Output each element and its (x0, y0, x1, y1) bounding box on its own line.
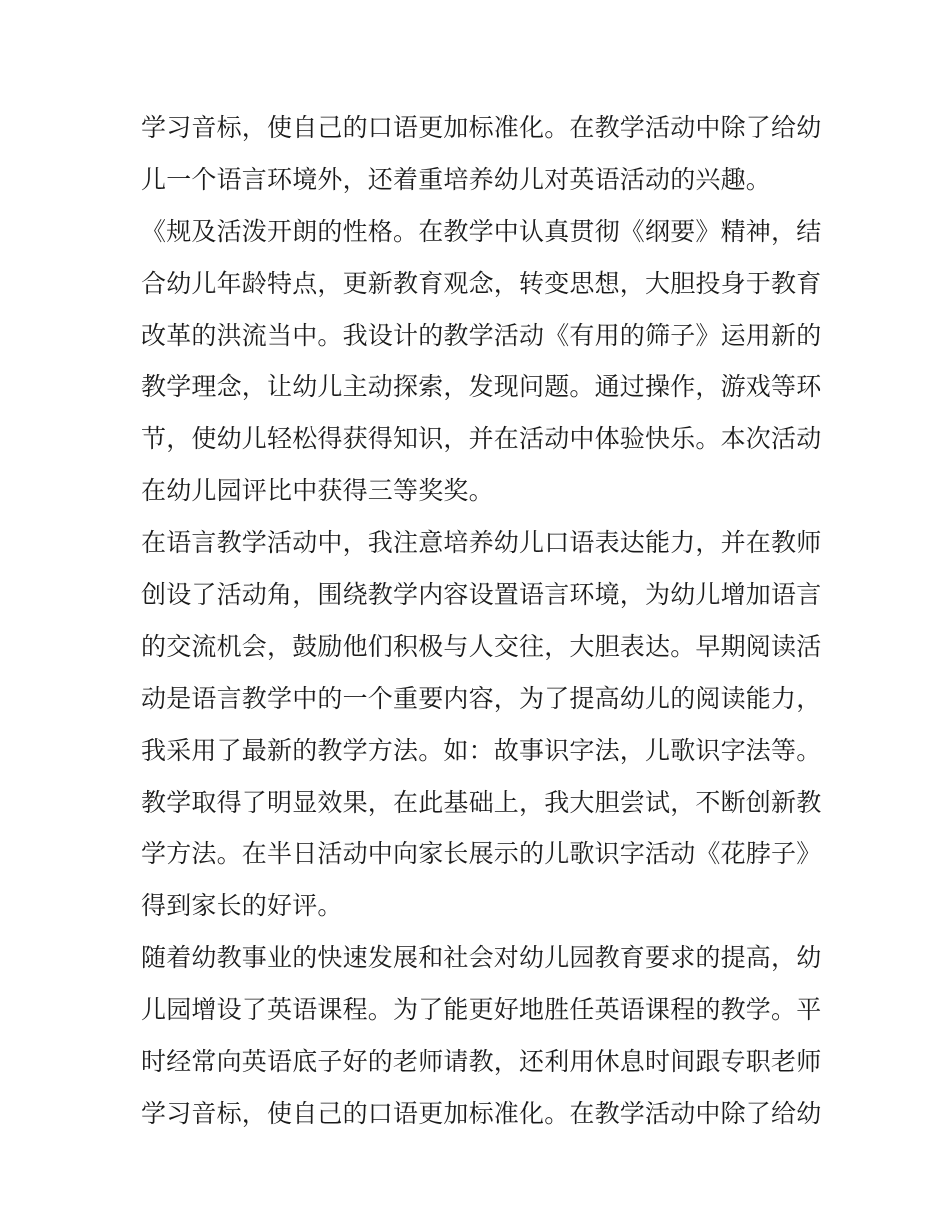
text-line: 在幼儿园评比中获得三等奖奖。 (141, 476, 494, 506)
text-line: 创设了活动角，围绕教学内容设置语言环境，为幼儿增加语言 (141, 580, 822, 610)
text-line: 时经常向英语底子好的老师请教，还利用休息时间跟专职老师 (141, 1047, 822, 1077)
text-line: 动是语言教学中的一个重要内容，为了提高幼儿的阅读能力， (141, 683, 822, 713)
text-line: 教学取得了明显效果，在此基础上，我大胆尝试，不断创新教 (141, 787, 822, 817)
text-line: 我采用了最新的教学方法。如：故事识字法，儿歌识字法等。 (141, 735, 822, 765)
text-line: 儿一个语言环境外，还着重培养幼儿对英语活动的兴趣。 (141, 164, 772, 194)
text-line: 学方法。在半日活动中向家长展示的儿歌识字活动《花脖子》 (141, 839, 822, 869)
text-line: 在语言教学活动中，我注意培养幼儿口语表达能力，并在教师 (141, 528, 822, 558)
document-body (141, 102, 821, 1140)
text-line: 得到家长的好评。 (141, 891, 343, 921)
text-line: 教学理念，让幼儿主动探索，发现问题。通过操作，游戏等环 (141, 372, 822, 402)
text-line: 的交流机会，鼓励他们积极与人交往，大胆表达。早期阅读活 (141, 631, 822, 661)
text-line: 随着幼教事业的快速发展和社会对幼儿园教育要求的提高，幼 (141, 943, 822, 973)
text-line: 节，使幼儿轻松得获得知识，并在活动中体验快乐。本次活动 (141, 424, 822, 454)
text-line: 学习音标，使自己的口语更加标准化。在教学活动中除了给幼 (141, 1098, 822, 1128)
text-line: 《规及活泼开朗的性格。在教学中认真贯彻《纲要》精神，结 (141, 216, 822, 246)
text-line: 儿园增设了英语课程。为了能更好地胜任英语课程的教学。平 (141, 995, 822, 1025)
text-line: 改革的洪流当中。我设计的教学活动《有用的筛子》运用新的 (141, 320, 822, 350)
text-line: 学习音标，使自己的口语更加标准化。在教学活动中除了给幼 (141, 113, 822, 142)
text-line: 合幼儿年龄特点，更新教育观念，转变思想，大胆投身于教育 (141, 268, 822, 298)
